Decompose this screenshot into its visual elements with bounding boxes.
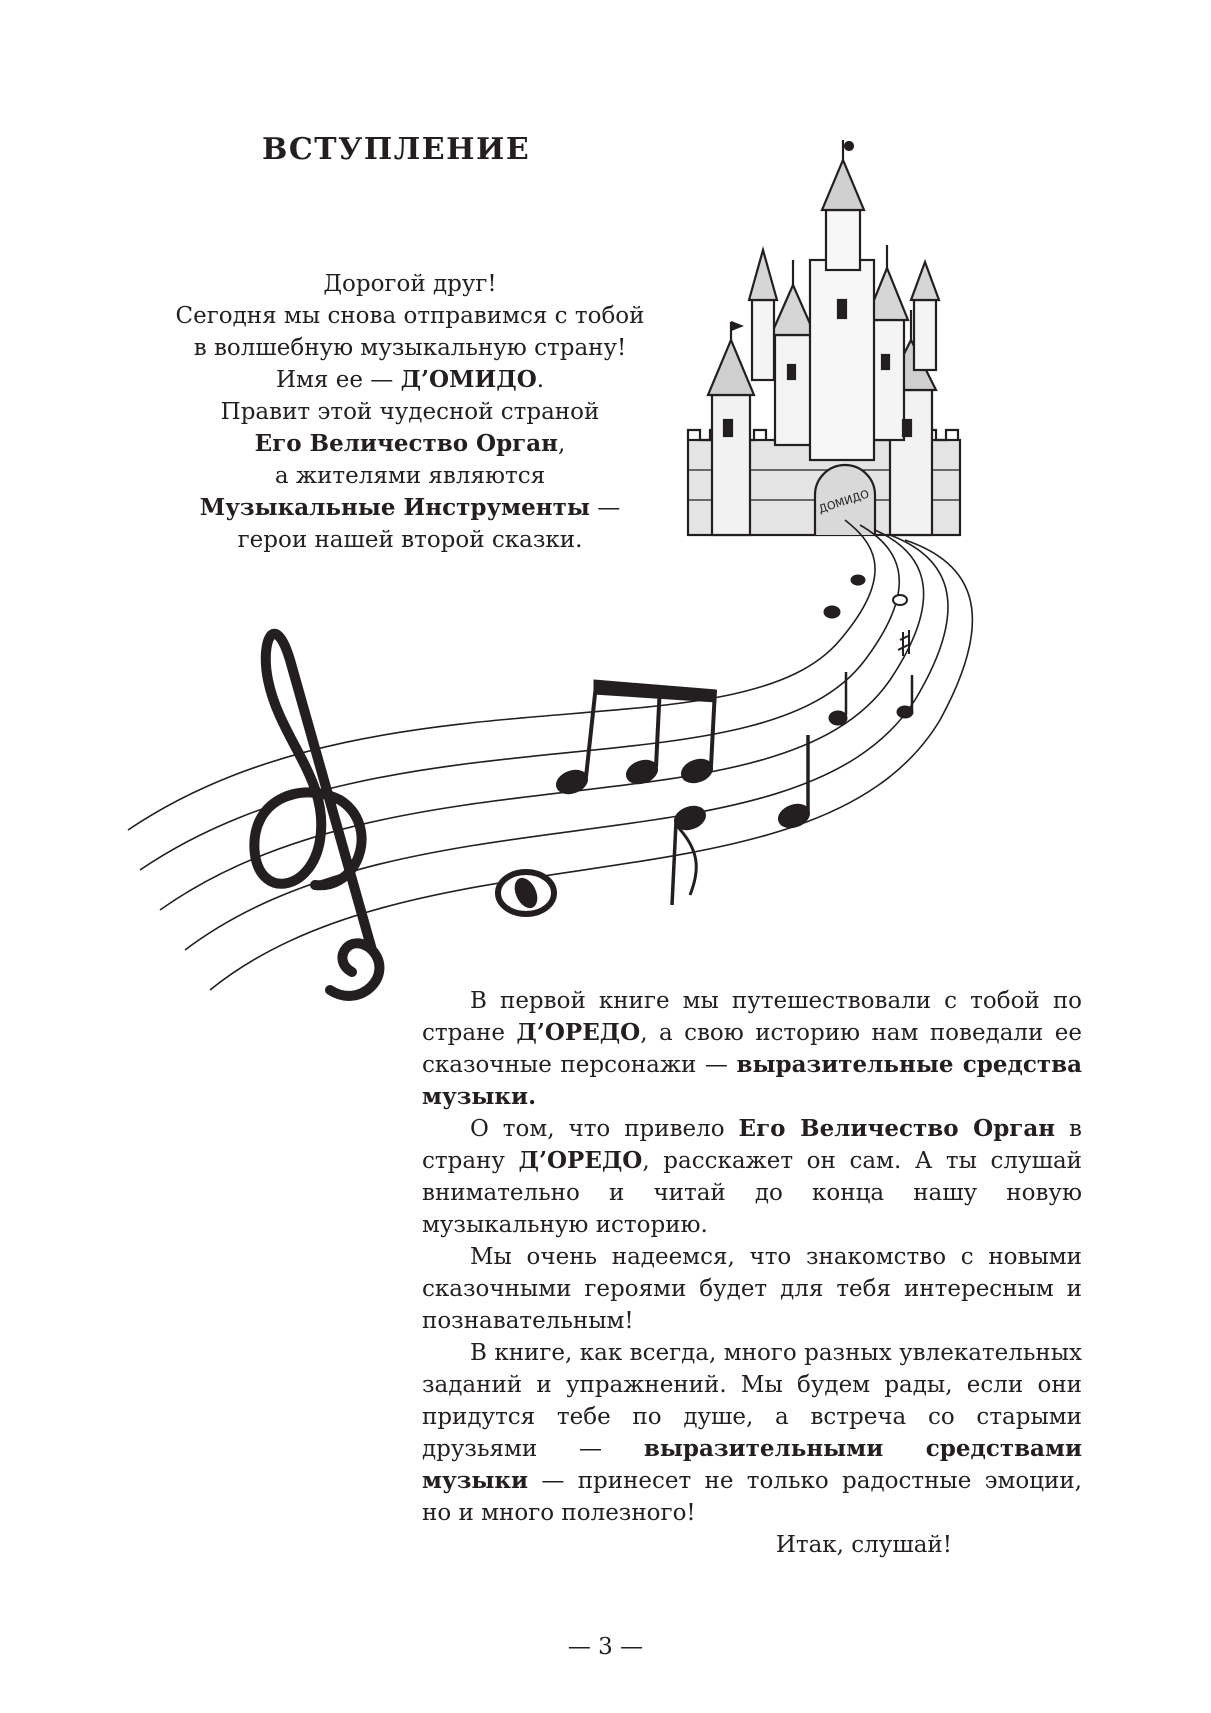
page-title: ВСТУПЛЕНИЕ [262,132,531,167]
body-text [422,985,1082,1561]
intro-line: герои нашей второй сказки. [237,527,583,553]
paragraph [422,985,1082,1113]
intro-line [150,428,670,460]
castle-sign: ДОМИДО [817,487,871,516]
treble-clef-icon [254,634,379,996]
signoff: Итак, слушай! [775,1532,952,1558]
paragraph: Мы очень надеемся, что знакомство с новыми сказочными героями будет для тебя интересным и познавательным! [422,1244,1082,1334]
intro-line [150,364,670,396]
ruler-name: Его Величество Орган [254,430,558,457]
page-number: — 3 — [567,1634,644,1660]
paragraph-text: в страну [422,1116,1083,1174]
intro-greeting [150,268,670,556]
paragraph-text: , расскажет он сам. А ты слушай внимательно и читай до конца нашу новую музыкальную историю. [422,1148,1083,1238]
intro-line: в волшебную музыкальную страну! [193,335,627,361]
intro-text: , [558,431,566,457]
intro-text: Имя ее — [275,367,401,393]
paragraph-text: В первой книге мы путешествовали с тобой по стране [422,988,1082,1046]
intro-text: . [536,367,545,393]
bold-term: выразительными средствами музыки [422,1435,1082,1494]
intro-line [150,492,670,524]
bold-term: выразительные средства музыки. [422,1051,1082,1110]
intro-line: Правит этой чудесной страной [220,399,600,425]
bold-term: Его Величество Орган [738,1115,1056,1142]
paragraph [422,1337,1082,1529]
intro-line: а жителями являются [274,463,546,489]
bold-term: Д’ОРЕДО [516,1019,641,1046]
inhabitants-name: Музыкальные Инструменты [199,494,590,521]
paragraph-text: О том, что привело [470,1116,739,1142]
intro-line: Сегодня мы снова отправимся с тобой [175,303,645,329]
music-staff [128,520,972,990]
bold-term: Д’ОРЕДО [518,1147,643,1174]
paragraph-text: — принесет не только радостные эмоции, но и много полезного! [422,1468,1082,1526]
paragraph-text: В книге, как всегда, много разных увлекательных заданий и упражнений. Мы будем рады, если они придутся тебе по душе, а встреча со старыми друзьями — [422,1340,1082,1462]
intro-line: Дорогой друг! [323,271,497,297]
paragraph-text: , а свою историю нам поведали ее сказочные персонажи — [422,1020,1083,1078]
paragraph [422,1113,1082,1241]
intro-text: — [589,495,621,521]
country-name: Д’ОМИДО [400,366,537,393]
castle-illustration [688,140,960,535]
